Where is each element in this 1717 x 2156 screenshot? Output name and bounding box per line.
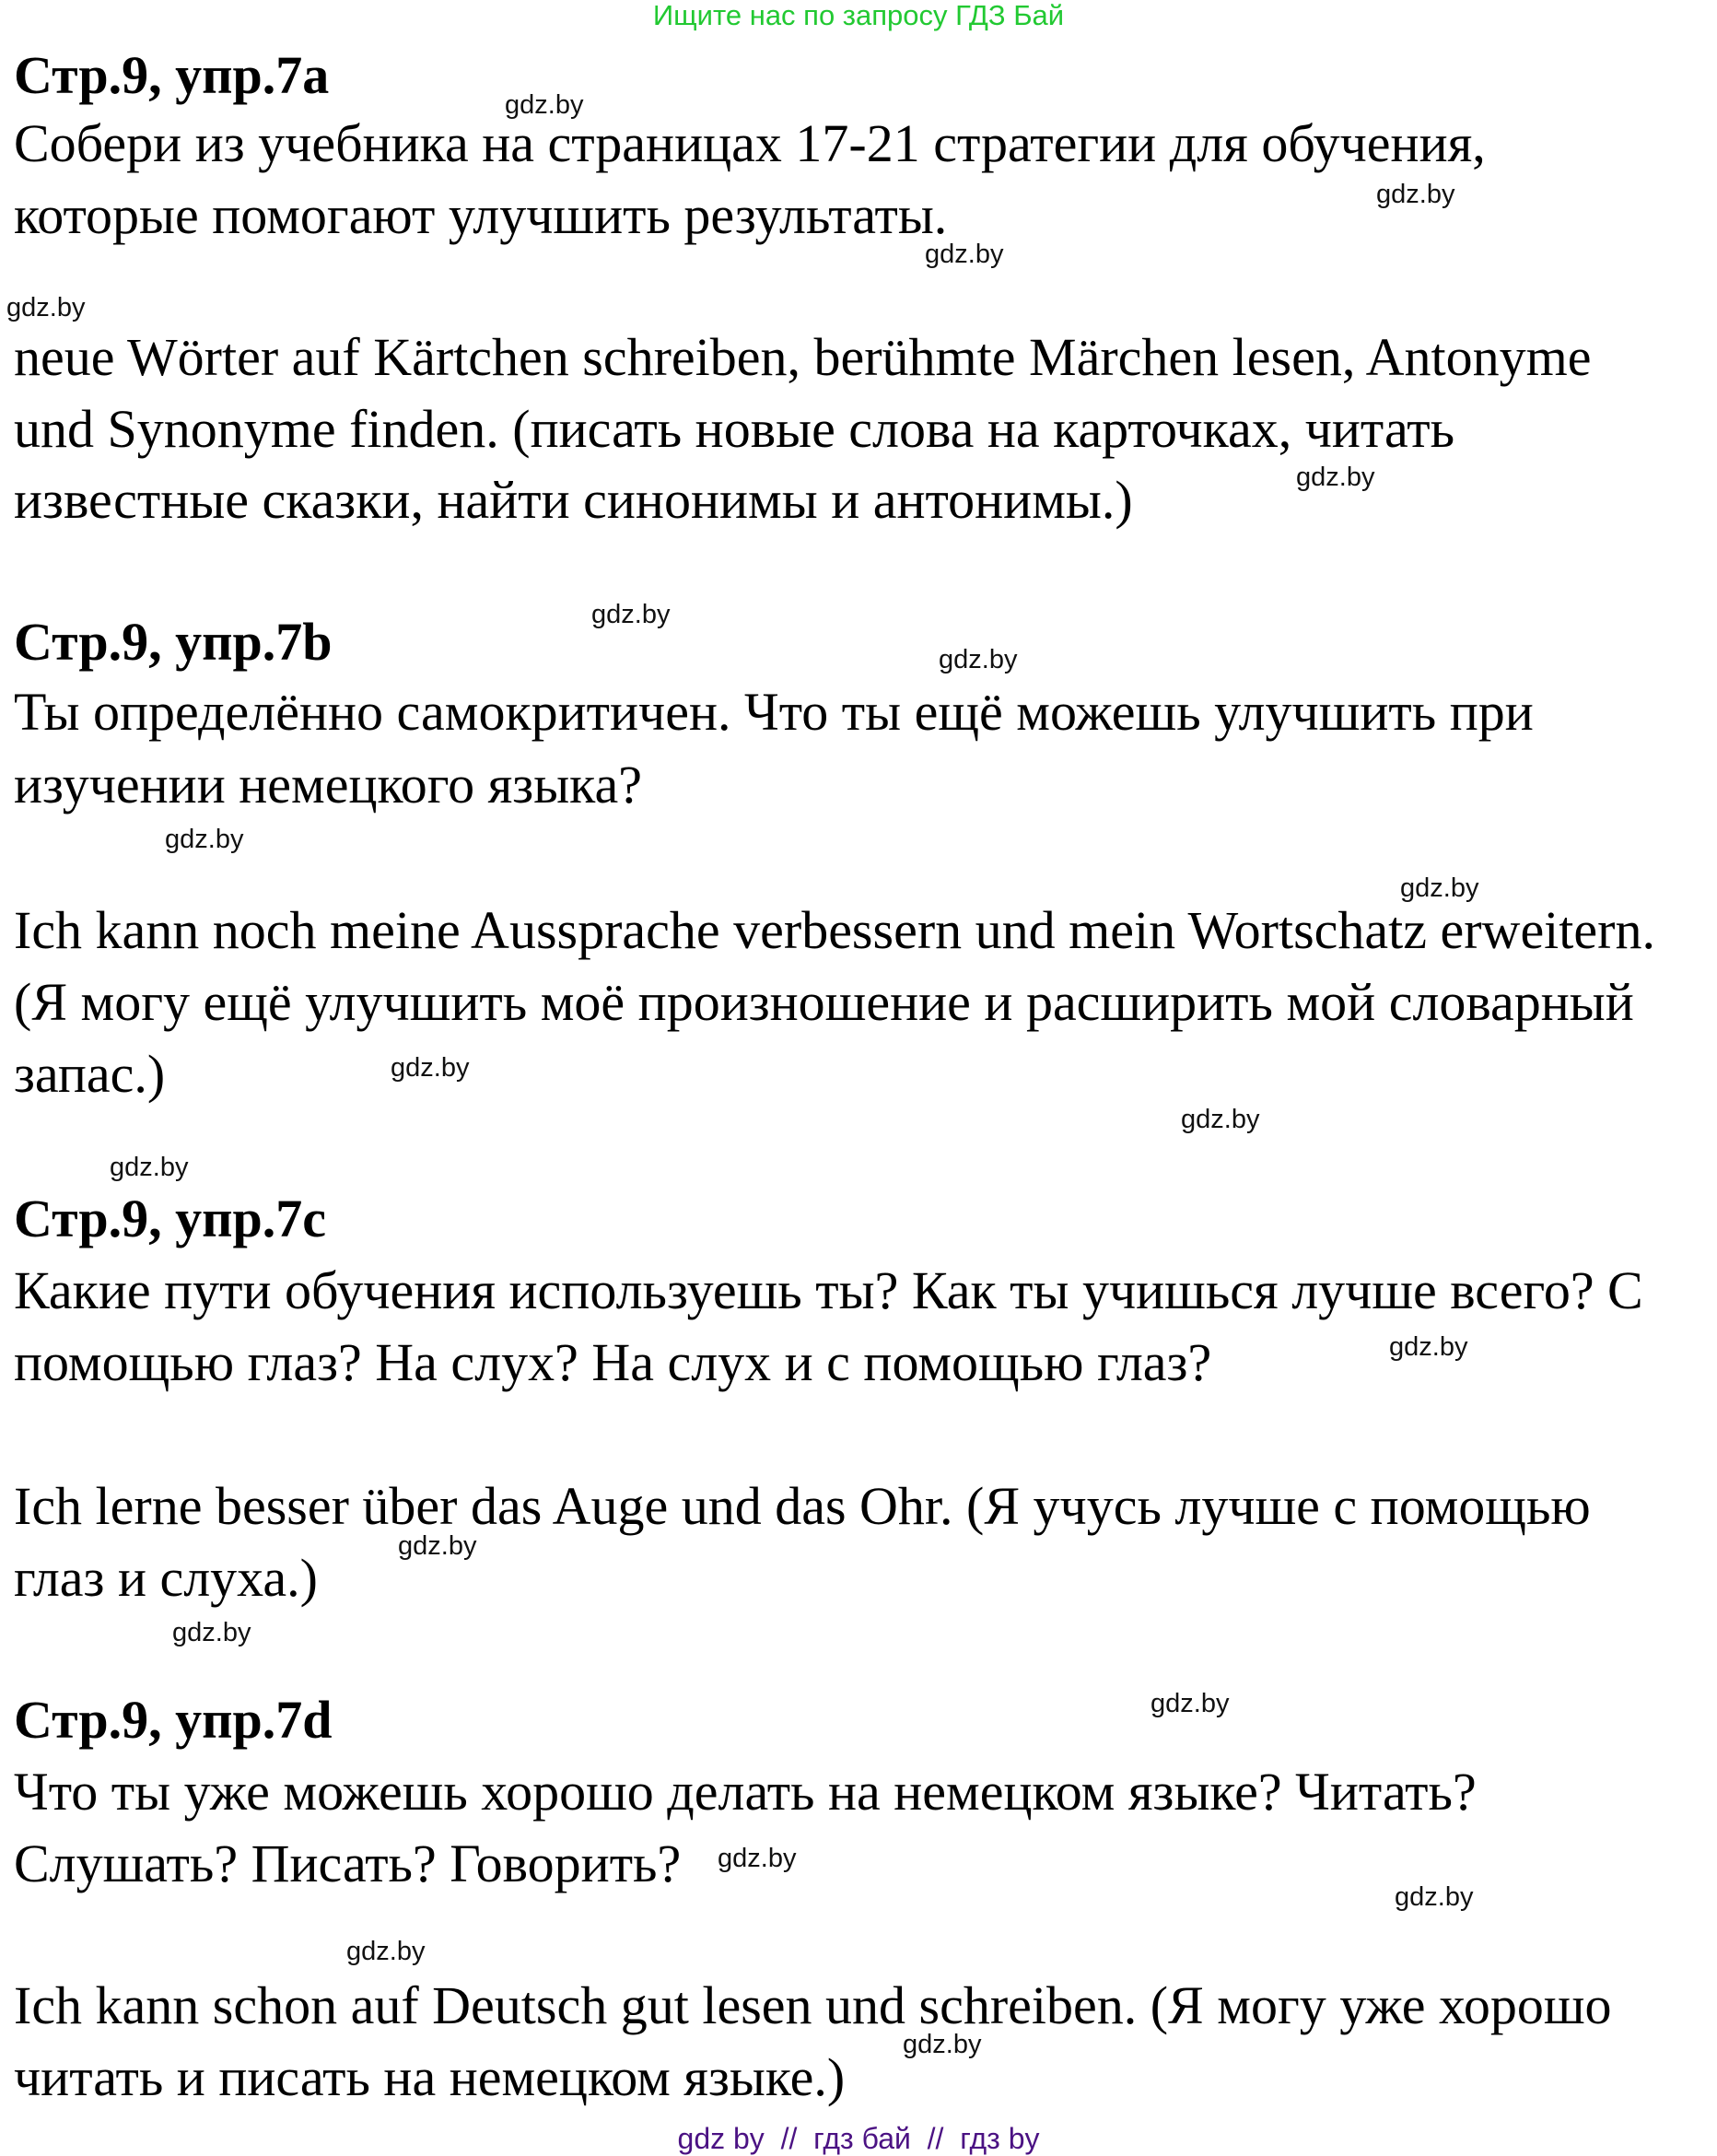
question-line: помощью глаз? На слух? На слух и с помощью глаз? <box>14 1332 1212 1392</box>
question-line: Ты определённо самокритичен. Что ты ещё можешь улучшить при <box>14 682 1534 742</box>
question-line: Какие пути обучения используешь ты? Как ты учишься лучше всего? С <box>14 1260 1643 1320</box>
watermark: gdz.by <box>903 2030 982 2059</box>
exercise-heading: Стр.9, упр.7c <box>14 1189 326 1248</box>
watermark: gdz.by <box>165 825 244 854</box>
watermark: gdz.by <box>1376 180 1455 209</box>
watermark: gdz.by <box>172 1618 251 1647</box>
answer-line: Ich kann noch meine Aussprache verbessern und mein Wortschatz erweitern. <box>14 900 1655 960</box>
answer-line: (Я могу ещё улучшить моё произношение и расширить мой словарный <box>14 972 1634 1032</box>
exercise-heading: Стр.9, упр.7d <box>14 1690 333 1750</box>
answer-line: запас.) <box>14 1044 166 1104</box>
watermark: gdz.by <box>591 600 671 629</box>
watermark: gdz.by <box>6 293 86 322</box>
watermark: gdz.by <box>718 1844 797 1873</box>
exercise-heading: Стр.9, упр.7b <box>14 612 333 672</box>
search-banner: Ищите нас по запросу ГДЗ Бай <box>652 0 1065 31</box>
answer-line: Ich lerne besser über das Auge und das Ohr. (Я учусь лучше с помощью <box>14 1476 1591 1536</box>
watermark: gdz.by <box>505 90 584 120</box>
watermark: gdz.by <box>398 1531 477 1561</box>
watermark: gdz.by <box>1389 1332 1468 1362</box>
answer-line: глаз и слуха.) <box>14 1548 318 1608</box>
watermark: gdz.by <box>391 1053 470 1083</box>
watermark: gdz.by <box>1181 1105 1260 1134</box>
question-line: Слушать? Писать? Говорить? <box>14 1834 682 1893</box>
watermark: gdz.by <box>346 1937 426 1966</box>
answer-line: Ich kann schon auf Deutsch gut lesen und schreiben. (Я могу уже хорошо <box>14 1975 1612 2035</box>
question-line: которые помогают улучшить результаты. <box>14 185 948 245</box>
answer-line: известные сказки, найти синонимы и антонимы.) <box>14 470 1133 530</box>
question-line: Что ты уже можешь хорошо делать на немецком языке? Читать? <box>14 1762 1477 1822</box>
watermark: gdz.by <box>939 645 1018 674</box>
watermark: gdz.by <box>925 240 1004 269</box>
watermark: gdz.by <box>110 1153 189 1182</box>
watermark: gdz.by <box>1296 463 1375 492</box>
answer-line: читать и писать на немецком языке.) <box>14 2047 846 2107</box>
question-line: изучении немецкого языка? <box>14 755 642 814</box>
answer-line: und Synonyme finden. (писать новые слова на карточках, читать <box>14 399 1455 459</box>
watermark: gdz.by <box>1400 873 1479 903</box>
question-line: Собери из учебника на страницах 17-21 стратегии для обучения, <box>14 113 1486 173</box>
watermark: gdz.by <box>1395 1882 1474 1912</box>
answer-line: neue Wörter auf Kärtchen schreiben, berühmte Märchen lesen, Antonyme <box>14 327 1592 387</box>
watermark: gdz.by <box>1151 1689 1230 1718</box>
exercise-heading: Стр.9, упр.7a <box>14 45 330 105</box>
footer-links: gdz by // гдз бай // гдз by <box>677 2122 1040 2155</box>
